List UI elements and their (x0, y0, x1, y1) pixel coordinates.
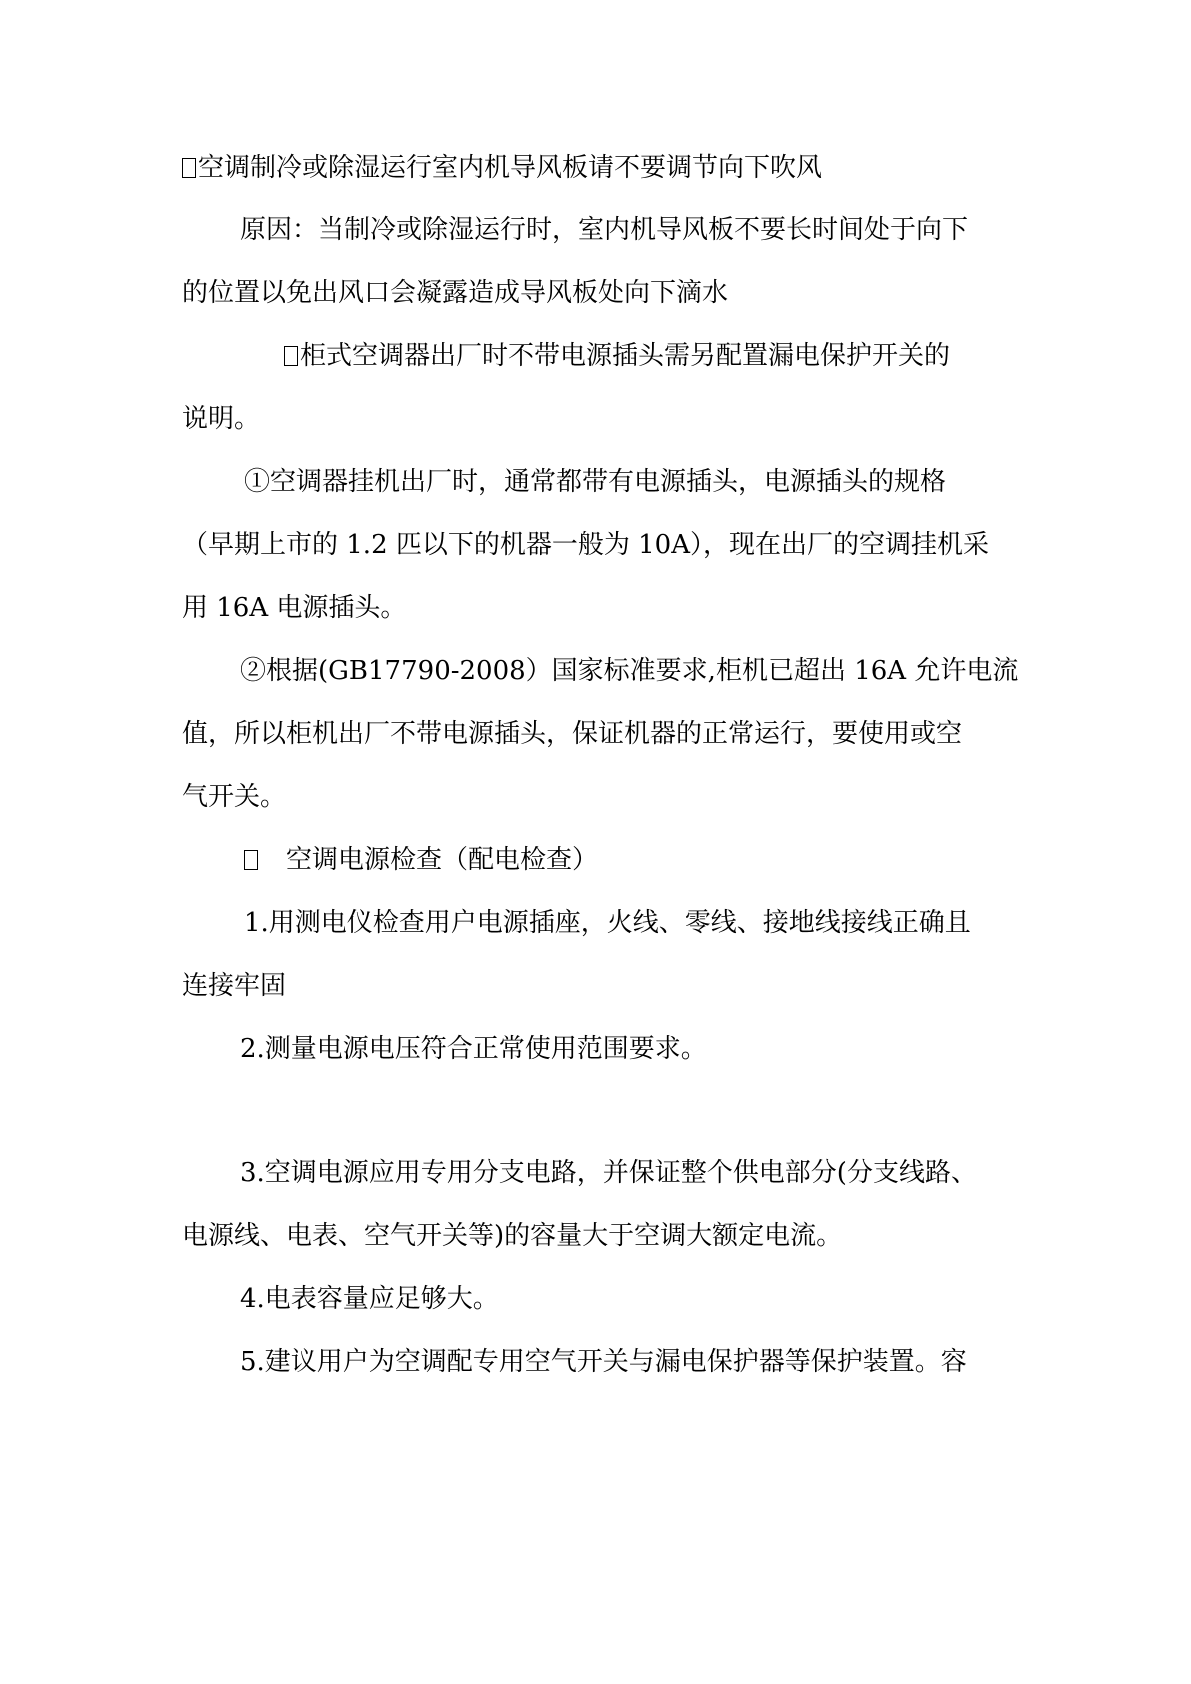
heading-cabinet (284, 340, 1114, 372)
line-text: 说明。 (182, 404, 261, 434)
heading-power-check (244, 844, 1074, 876)
paragraph-line (182, 529, 1012, 561)
paragraph-line (182, 403, 1012, 435)
paragraph-line (244, 466, 1074, 498)
line-text: （早期上市的 1.2 匹以下的机器一般为 10A），现在出厂的空调挂机采 (182, 530, 990, 560)
paragraph-line (182, 592, 1012, 624)
line-text: 原因：当制冷或除湿运行时，室内机导风板不要长时间处于向下 (240, 215, 969, 245)
heading-airflow (182, 152, 1012, 184)
paragraph-line (240, 1346, 1070, 1378)
paragraph-line (240, 655, 1070, 687)
paragraph-line (182, 1220, 1012, 1252)
line-text: 5.建议用户为空调配专用空气开关与漏电保护器等保护装置。容 (240, 1347, 967, 1377)
line-text: ②根据(GB17790-2008）国家标准要求,柜机已超出 16A 允许电流 (240, 656, 1019, 686)
paragraph-line (240, 1283, 1070, 1315)
line-text: ①空调器挂机出厂时，通常都带有电源插头，电源插头的规格 (244, 467, 947, 497)
bullet-box-icon (182, 158, 196, 178)
line-text: 3.空调电源应用专用分支电路，并保证整个供电部分(分支线路、 (240, 1158, 977, 1188)
line-text: 用 16A 电源插头。 (182, 593, 407, 623)
paragraph-line (240, 1033, 1070, 1065)
line-text: 4.电表容量应足够大。 (240, 1284, 499, 1314)
paragraph-line (182, 277, 1012, 309)
bullet-box-icon (284, 346, 298, 366)
paragraph-line (244, 907, 1074, 939)
paragraph-line (182, 718, 1012, 750)
line-text: 值，所以柜机出厂不带电源插头，保证机器的正常运行，要使用或空 (182, 719, 963, 749)
paragraph-line (182, 970, 1012, 1002)
line-text: 柜式空调器出厂时不带电源插头需另配置漏电保护开关的 (300, 341, 951, 371)
bullet-box-icon (244, 850, 258, 870)
paragraph-line (182, 781, 1012, 813)
line-text: 2.测量电源电压符合正常使用范围要求。 (240, 1034, 707, 1064)
paragraph-line (240, 214, 1070, 246)
line-text: 1.用测电仪检查用户电源插座，火线、零线、接地线接线正确且 (244, 908, 971, 938)
line-text: 空调制冷或除湿运行室内机导风板请不要调节向下吹风 (198, 153, 823, 183)
line-text: 连接牢固 (182, 971, 287, 1001)
paragraph-line (240, 1157, 1070, 1189)
line-text: 电源线、电表、空气开关等)的容量大于空调大额定电流。 (182, 1221, 843, 1251)
line-text: 空调电源检查（配电检查） (286, 845, 599, 875)
line-text: 气开关。 (182, 782, 287, 812)
line-text: 的位置以免出风口会凝露造成导风板处向下滴水 (182, 278, 729, 308)
